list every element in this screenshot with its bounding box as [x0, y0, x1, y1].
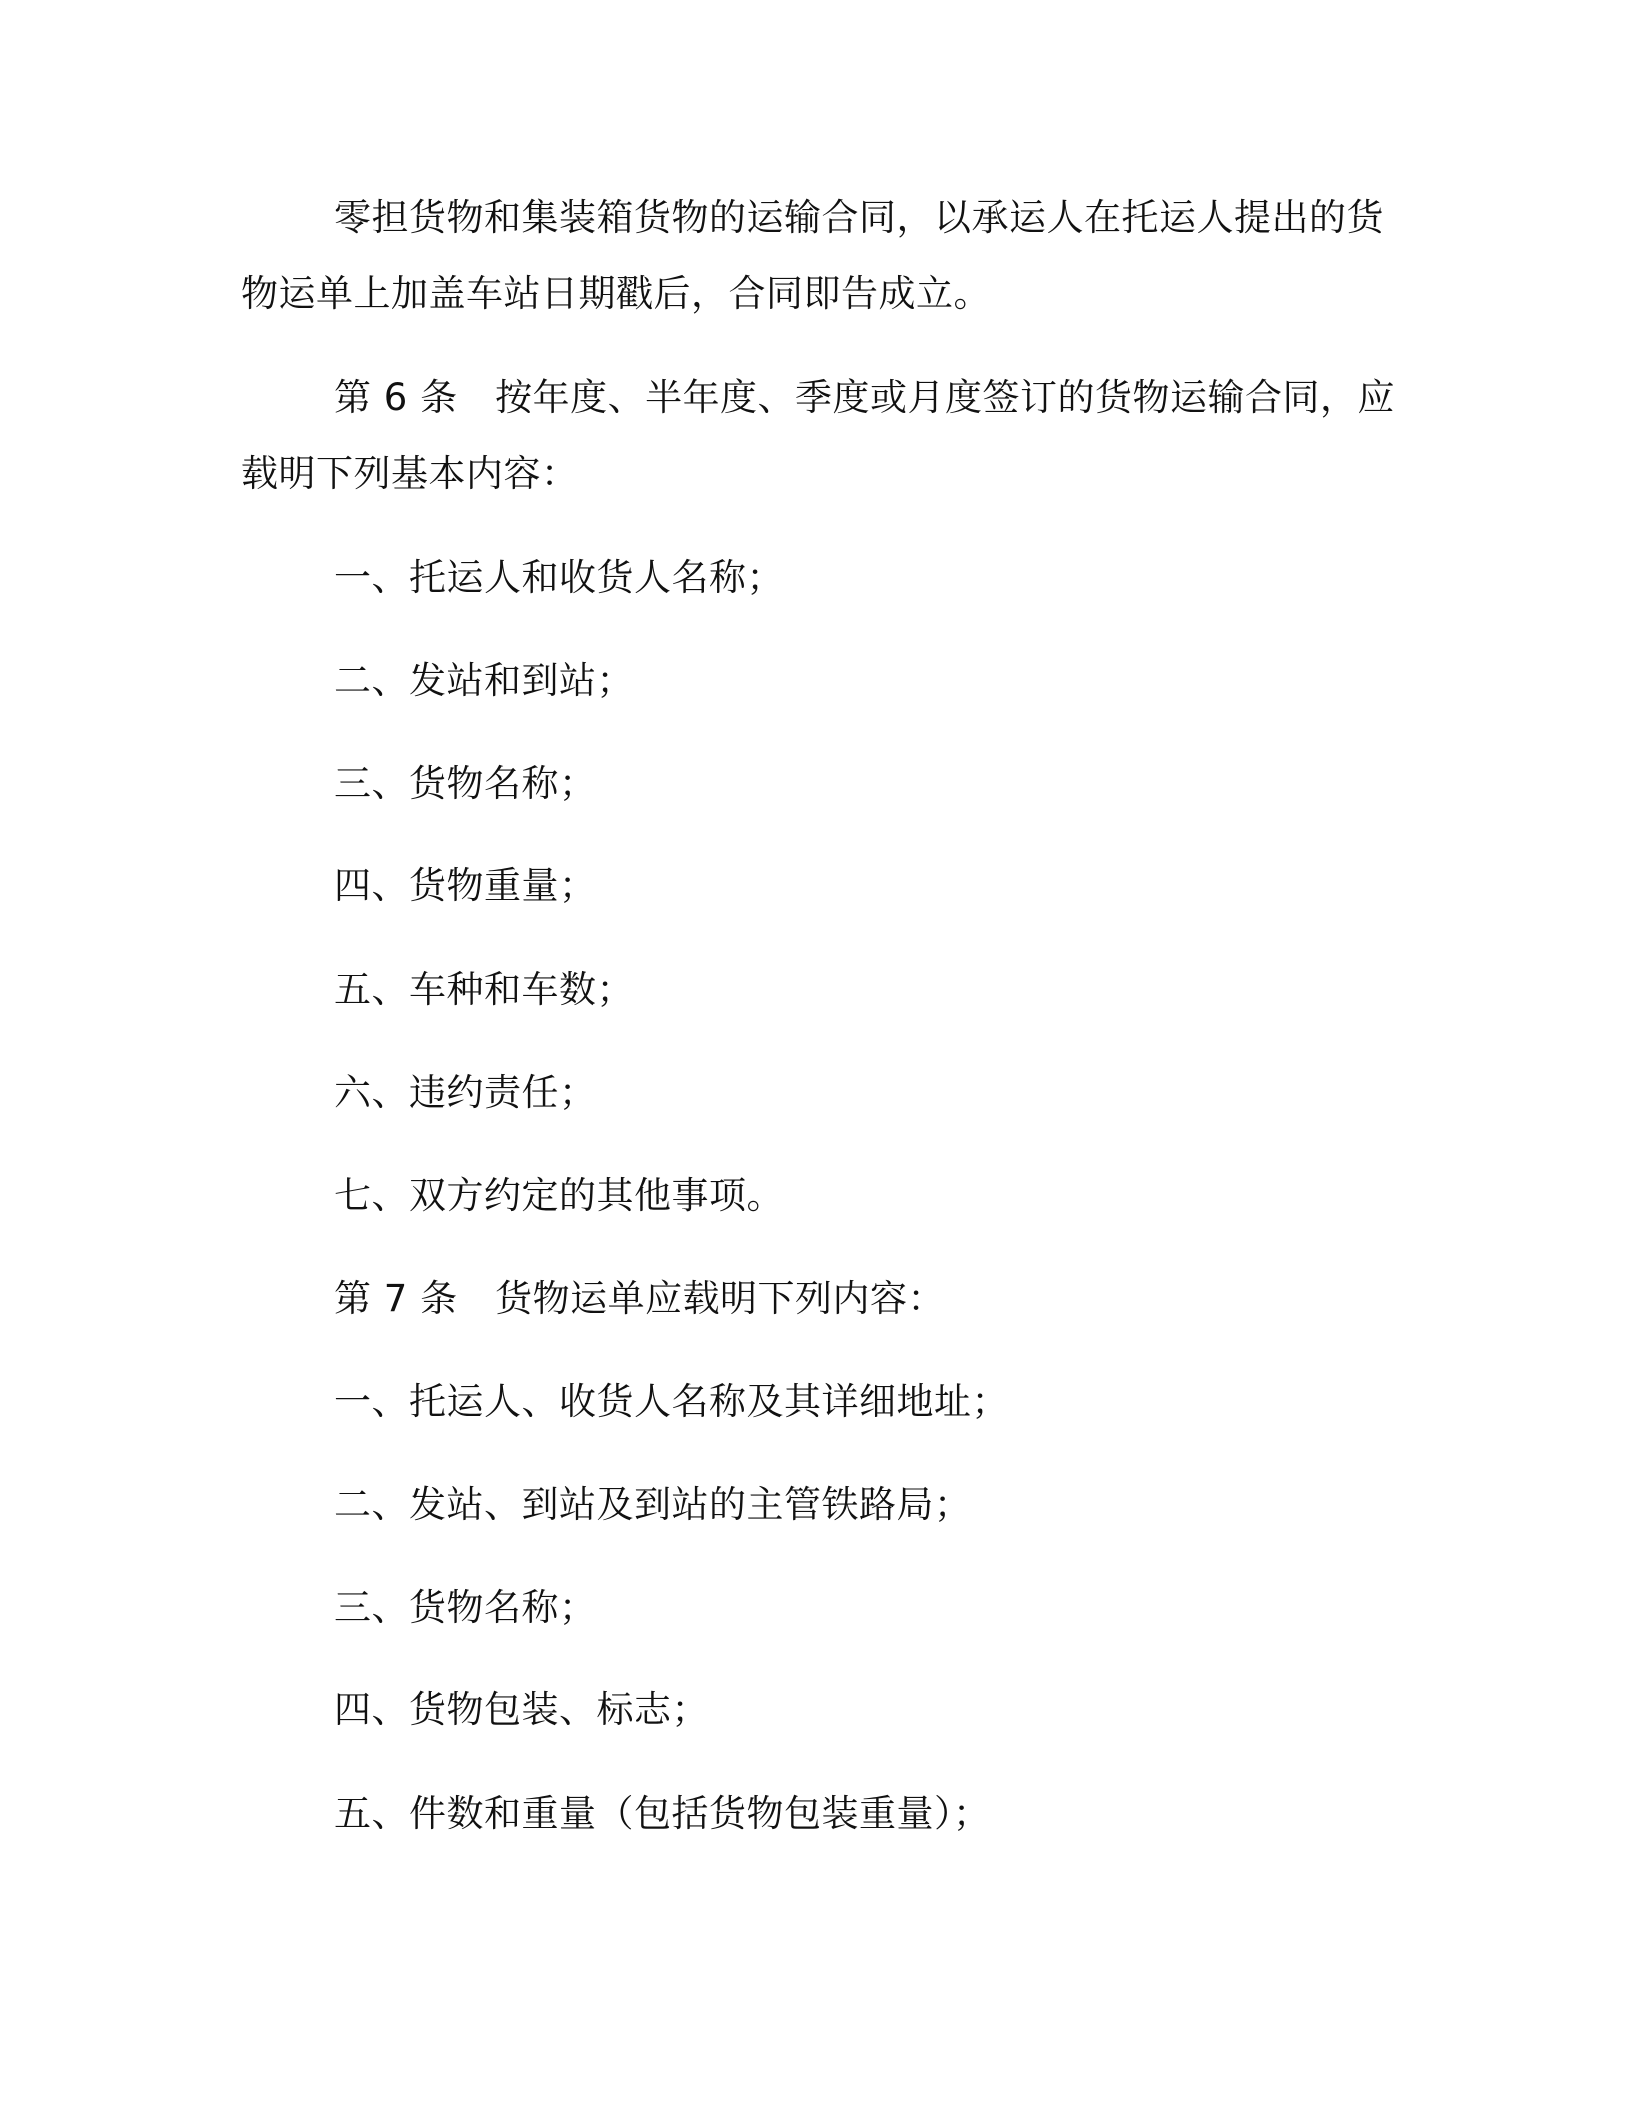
article-7-heading: 第 7 条 货物运单应载明下列内容：	[334, 1277, 946, 1320]
article-6-line-2: 载明下列基本内容：	[241, 452, 579, 495]
article-7-item-5: 五、件数和重量（包括货物包装重量）；	[334, 1792, 991, 1835]
article-6-item-6: 六、违约责任；	[334, 1071, 597, 1114]
article-6-line-1: 第 6 条 按年度、半年度、季度或月度签订的货物运输合同，应	[334, 376, 1396, 419]
article-6-item-5: 五、车种和车数；	[334, 968, 634, 1011]
article-6-item-2: 二、发站和到站；	[334, 659, 634, 702]
article-7-item-2: 二、发站、到站及到站的主管铁路局；	[334, 1483, 972, 1526]
article-6-item-7: 七、双方约定的其他事项。	[334, 1174, 784, 1217]
article-6-item-4: 四、货物重量；	[334, 864, 597, 907]
paragraph-1-line-2: 物运单上加盖车站日期戳后，合同即告成立。	[241, 272, 991, 315]
article-7-item-3: 三、货物名称；	[334, 1586, 597, 1629]
article-6-item-3: 三、货物名称；	[334, 762, 597, 805]
paragraph-1-line-1: 零担货物和集装箱货物的运输合同，以承运人在托运人提出的货	[334, 196, 1384, 239]
article-7-item-1: 一、托运人、收货人名称及其详细地址；	[334, 1380, 1009, 1423]
article-6-item-1: 一、托运人和收货人名称；	[334, 556, 784, 599]
article-7-item-4: 四、货物包装、标志；	[334, 1688, 709, 1731]
